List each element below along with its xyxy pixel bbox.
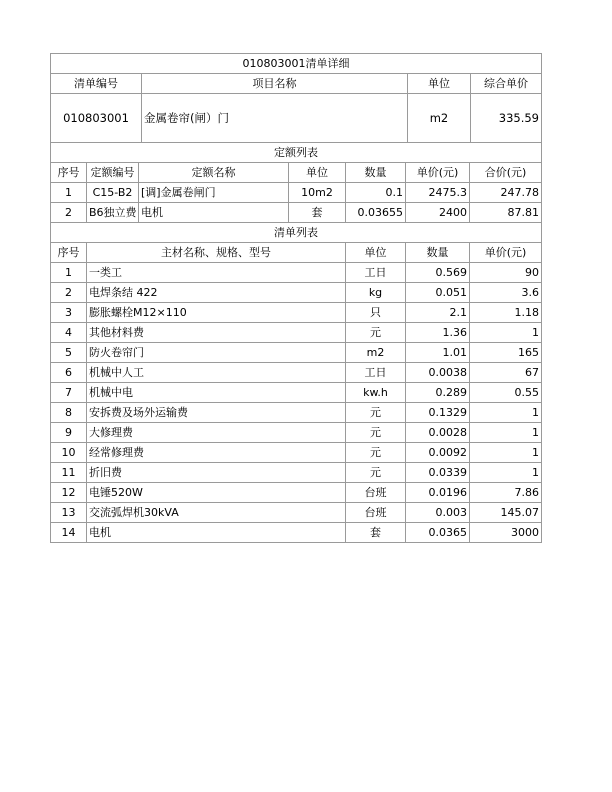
- material-row: [51, 463, 542, 483]
- material-row-price: 165: [470, 343, 542, 363]
- material-row-unit: 工日: [346, 263, 406, 283]
- material-row-qty: 0.289: [406, 383, 470, 403]
- page-title: 010803001清单详细: [51, 54, 542, 74]
- quota-row-unit: 10m2: [289, 183, 346, 203]
- material-row: [51, 503, 542, 523]
- material-row-price: 3000: [470, 523, 542, 543]
- bill-detail-sheet: [50, 53, 541, 543]
- unit-value: m2: [408, 94, 471, 143]
- quota-col-qty: 数量: [346, 163, 406, 183]
- material-row-no: 8: [51, 403, 87, 423]
- material-row-qty: 0.0196: [406, 483, 470, 503]
- quota-col-code: 定额编号: [87, 163, 139, 183]
- quota-col-no: 序号: [51, 163, 87, 183]
- quota-row-name: 电机: [139, 203, 289, 223]
- material-row-price: 1: [470, 403, 542, 423]
- bill-code-label: 清单编号: [51, 74, 142, 94]
- material-row-qty: 0.0365: [406, 523, 470, 543]
- material-row-unit: kw.h: [346, 383, 406, 403]
- material-row-unit: 台班: [346, 503, 406, 523]
- material-row-unit: 元: [346, 443, 406, 463]
- quota-col-name: 定额名称: [139, 163, 289, 183]
- material-row-name: 其他材料费: [87, 323, 346, 343]
- material-row-name: 折旧费: [87, 463, 346, 483]
- material-row: [51, 523, 542, 543]
- project-name-value: 金属卷帘(闸）门: [142, 94, 408, 143]
- material-row: [51, 403, 542, 423]
- materials-col-name: 主材名称、规格、型号: [87, 243, 346, 263]
- material-row-qty: 0.0092: [406, 443, 470, 463]
- material-row: [51, 343, 542, 363]
- quota-row-total: 247.78: [470, 183, 542, 203]
- material-row-no: 1: [51, 263, 87, 283]
- material-row-no: 6: [51, 363, 87, 383]
- materials-col-price: 单价(元): [470, 243, 542, 263]
- material-row-qty: 0.0028: [406, 423, 470, 443]
- material-row-no: 14: [51, 523, 87, 543]
- material-row-name: 交流弧焊机30kVA: [87, 503, 346, 523]
- project-name-label: 项目名称: [142, 74, 408, 94]
- material-row-unit: 元: [346, 323, 406, 343]
- material-row-qty: 0.1329: [406, 403, 470, 423]
- material-row: [51, 443, 542, 463]
- material-row-name: 机械中人工: [87, 363, 346, 383]
- material-row-unit: 只: [346, 303, 406, 323]
- material-row-no: 10: [51, 443, 87, 463]
- materials-col-qty: 数量: [406, 243, 470, 263]
- material-row-name: 经常修理费: [87, 443, 346, 463]
- quota-row-no: 1: [51, 183, 87, 203]
- quota-row-qty: 0.03655: [346, 203, 406, 223]
- material-row-unit: 元: [346, 403, 406, 423]
- material-row-no: 7: [51, 383, 87, 403]
- material-row-unit: 工日: [346, 363, 406, 383]
- quota-row-no: 2: [51, 203, 87, 223]
- material-row-unit: 元: [346, 463, 406, 483]
- materials-col-unit: 单位: [346, 243, 406, 263]
- material-row-qty: 0.003: [406, 503, 470, 523]
- material-row-qty: 2.1: [406, 303, 470, 323]
- material-row-unit: m2: [346, 343, 406, 363]
- material-row-qty: 0.0038: [406, 363, 470, 383]
- material-row: [51, 383, 542, 403]
- material-row-price: 90: [470, 263, 542, 283]
- material-row-no: 12: [51, 483, 87, 503]
- material-row-no: 5: [51, 343, 87, 363]
- material-row-price: 0.55: [470, 383, 542, 403]
- material-row-name: 安拆费及场外运输费: [87, 403, 346, 423]
- quota-col-unit: 单位: [289, 163, 346, 183]
- quota-row-unit: 套: [289, 203, 346, 223]
- quota-row: [51, 183, 542, 203]
- quota-row-code: B6独立费: [87, 203, 139, 223]
- quota-section-title: 定额列表: [51, 143, 542, 163]
- material-row-qty: 0.0339: [406, 463, 470, 483]
- material-row-name: 机械中电: [87, 383, 346, 403]
- material-row-price: 1: [470, 423, 542, 443]
- material-row-unit: 套: [346, 523, 406, 543]
- material-row: [51, 483, 542, 503]
- material-row-price: 67: [470, 363, 542, 383]
- quota-row-code: C15-B2: [87, 183, 139, 203]
- quota-row-qty: 0.1: [346, 183, 406, 203]
- material-row: [51, 423, 542, 443]
- material-row-price: 145.07: [470, 503, 542, 523]
- material-row-qty: 1.36: [406, 323, 470, 343]
- quota-row-total: 87.81: [470, 203, 542, 223]
- quota-col-price: 单价(元): [406, 163, 470, 183]
- material-row-no: 3: [51, 303, 87, 323]
- material-row-unit: 元: [346, 423, 406, 443]
- unit-price-label: 综合单价: [471, 74, 542, 94]
- material-row-no: 2: [51, 283, 87, 303]
- material-row-name: 膨胀螺栓M12×110: [87, 303, 346, 323]
- quota-row-name: [调]金属卷闸门: [139, 183, 289, 203]
- material-row-price: 7.86: [470, 483, 542, 503]
- quota-row-price: 2475.3: [406, 183, 470, 203]
- material-row-no: 11: [51, 463, 87, 483]
- material-row-name: 电锤520W: [87, 483, 346, 503]
- material-row-no: 4: [51, 323, 87, 343]
- material-row-no: 9: [51, 423, 87, 443]
- unit-price-value: 335.59: [471, 94, 542, 143]
- material-row-price: 1: [470, 463, 542, 483]
- material-row-qty: 1.01: [406, 343, 470, 363]
- quota-row: [51, 203, 542, 223]
- material-row-qty: 0.569: [406, 263, 470, 283]
- material-row: [51, 363, 542, 383]
- material-row: [51, 283, 542, 303]
- material-row-price: 1.18: [470, 303, 542, 323]
- material-row-name: 电焊条结 422: [87, 283, 346, 303]
- material-row: [51, 263, 542, 283]
- quota-row-price: 2400: [406, 203, 470, 223]
- material-row-name: 电机: [87, 523, 346, 543]
- material-row-price: 1: [470, 323, 542, 343]
- material-row-qty: 0.051: [406, 283, 470, 303]
- material-row-name: 大修理费: [87, 423, 346, 443]
- materials-col-no: 序号: [51, 243, 87, 263]
- bill-code-value: 010803001: [51, 94, 142, 143]
- material-row-no: 13: [51, 503, 87, 523]
- material-row-price: 1: [470, 443, 542, 463]
- material-row-unit: kg: [346, 283, 406, 303]
- material-row-name: 防火卷帘门: [87, 343, 346, 363]
- material-row-price: 3.6: [470, 283, 542, 303]
- material-row-unit: 台班: [346, 483, 406, 503]
- material-row-name: 一类工: [87, 263, 346, 283]
- material-row: [51, 323, 542, 343]
- materials-section-title: 清单列表: [51, 223, 542, 243]
- unit-label: 单位: [408, 74, 471, 94]
- detail-table: [50, 142, 542, 543]
- quota-col-total: 合价(元): [470, 163, 542, 183]
- bill-header-table: [50, 53, 542, 143]
- material-row: [51, 303, 542, 323]
